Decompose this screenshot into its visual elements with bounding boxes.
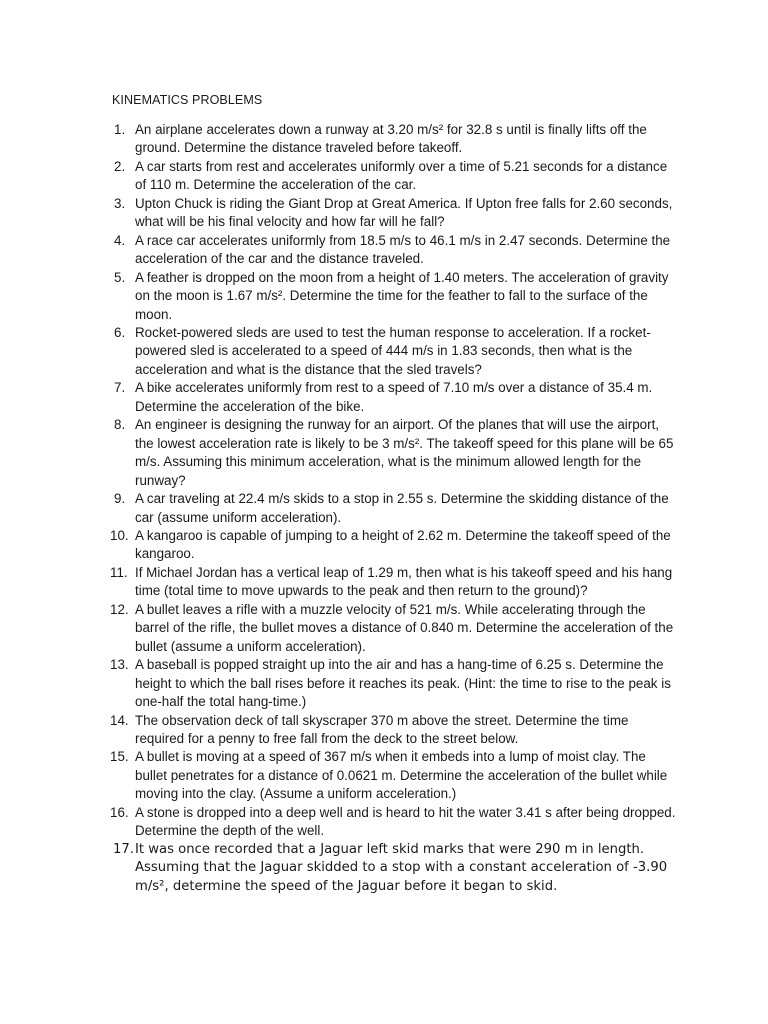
problem-item <box>0 748 768 803</box>
problem-item <box>0 656 768 711</box>
problem-number: 12. <box>110 601 129 617</box>
problem-text: A stone is dropped into a deep well and is heard to hit the water 3.41 s after being dropped. Determine the depth of the well. <box>135 804 676 839</box>
problem-text: An engineer is designing the runway for an airport. Of the planes that will use the airport, the lowest acceleration rate is likely to be 3 m/s². The takeoff speed for this plane will be 65 m/s. Assuming this minimum acceleration, what is the minimum allowed length for the runway? <box>135 417 674 488</box>
problem-text: A race car accelerates uniformly from 18.5 m/s to 46.1 m/s in 2.47 seconds. Determine the acceleration of the car and the distance traveled. <box>135 232 671 267</box>
problem-number: 3. <box>114 195 126 211</box>
problem-text: Upton Chuck is riding the Giant Drop at Great America. If Upton free falls for 2.60 seconds, what will be his final velocity and how far will he fall? <box>135 195 673 230</box>
problem-number: 8. <box>114 417 126 433</box>
problem-item <box>0 564 768 601</box>
problem-item <box>0 269 768 324</box>
problem-number: 5. <box>114 269 126 285</box>
problem-item <box>0 601 768 656</box>
document-title: KINEMATICS PROBLEMS <box>112 93 263 107</box>
problem-item <box>0 841 768 896</box>
problem-text: A bullet is moving at a speed of 367 m/s when it embeds into a lump of moist clay. The bullet penetrates for a distance of 0.0621 m. Determine the acceleration of the bullet while moving into the clay. (Assume a uniform acceleration.) <box>135 749 668 802</box>
problem-item <box>0 121 768 158</box>
problem-number: 13. <box>110 657 129 673</box>
problem-item <box>0 490 768 527</box>
problem-item <box>0 195 768 232</box>
problem-text: An airplane accelerates down a runway at 3.20 m/s² for 32.8 s until is finally lifts off the ground. Determine the distance traveled before takeoff. <box>135 122 647 156</box>
problem-number: 10. <box>110 527 129 543</box>
problem-text: A bike accelerates uniformly from rest to a speed of 7.10 m/s over a distance of 35.4 m. Determine the acceleration of the bike. <box>135 380 653 414</box>
problem-number: 2. <box>114 158 126 174</box>
problem-item <box>0 324 768 379</box>
problem-item <box>0 379 768 416</box>
problem-text: If Michael Jordan has a vertical leap of 1.29 m, then what is his takeoff speed and his hang time (total time to move upwards to the peak and then return to the ground)? <box>135 564 673 599</box>
problem-text: A baseball is popped straight up into the air and has a hang-time of 6.25 s. Determine the height to which the ball rises before it reaches its peak. (Hint: the time to rise to the peak is one-half the total hang-time.) <box>135 657 671 710</box>
problem-item <box>0 804 768 841</box>
problem-number: 15. <box>110 749 129 765</box>
problem-number: 16. <box>110 804 129 820</box>
problem-item <box>0 158 768 195</box>
problem-item <box>0 527 768 564</box>
problem-number: 9. <box>114 491 126 507</box>
problem-text: The observation deck of tall skyscraper 370 m above the street. Determine the time required for a penny to free fall from the deck to the street below. <box>135 712 629 746</box>
problem-number: 6. <box>114 324 126 340</box>
problem-list <box>0 121 768 896</box>
problem-number: 17. <box>113 841 134 857</box>
problem-text: A car starts from rest and accelerates uniformly over a time of 5.21 seconds for a distance of 110 m. Determine the acceleration of the car. <box>135 158 668 193</box>
problem-text: Rocket-powered sleds are used to test the human response to acceleration. If a rocket-powered sled is accelerated to a speed of 444 m/s in 1.83 seconds, then what is the acceleration and what is the distance that the sled travels? <box>135 324 651 377</box>
problem-text: A bullet leaves a rifle with a muzzle velocity of 521 m/s. While accelerating through the barrel of the rifle, the bullet moves a distance of 0.840 m. Determine the acceleration of the bullet (assume a uniform acceleration). <box>135 601 674 654</box>
problem-number: 1. <box>114 122 126 137</box>
problem-number: 7. <box>114 380 126 396</box>
problem-item <box>0 232 768 269</box>
problem-item <box>0 712 768 749</box>
problem-text: A kangaroo is capable of jumping to a height of 2.62 m. Determine the takeoff speed of the kangaroo. <box>135 527 671 562</box>
problem-number: 11. <box>110 564 128 580</box>
problem-text: A feather is dropped on the moon from a height of 1.40 meters. The acceleration of gravity on the moon is 1.67 m/s². Determine the time for the feather to fall to the surface of the moon. <box>135 269 669 322</box>
problem-text: A car traveling at 22.4 m/s skids to a stop in 2.55 s. Determine the skidding distance of the car (assume uniform acceleration). <box>135 491 669 525</box>
problem-item <box>0 416 768 490</box>
problem-number: 14. <box>110 712 129 728</box>
problem-text: It was once recorded that a Jaguar left skid marks that were 290 m in length. Assuming that the Jaguar skidded to a stop with a constant acceleration of -3.90 m/s², determine the speed of the Jaguar before it began to skid. <box>135 841 668 894</box>
problem-number: 4. <box>114 232 126 248</box>
